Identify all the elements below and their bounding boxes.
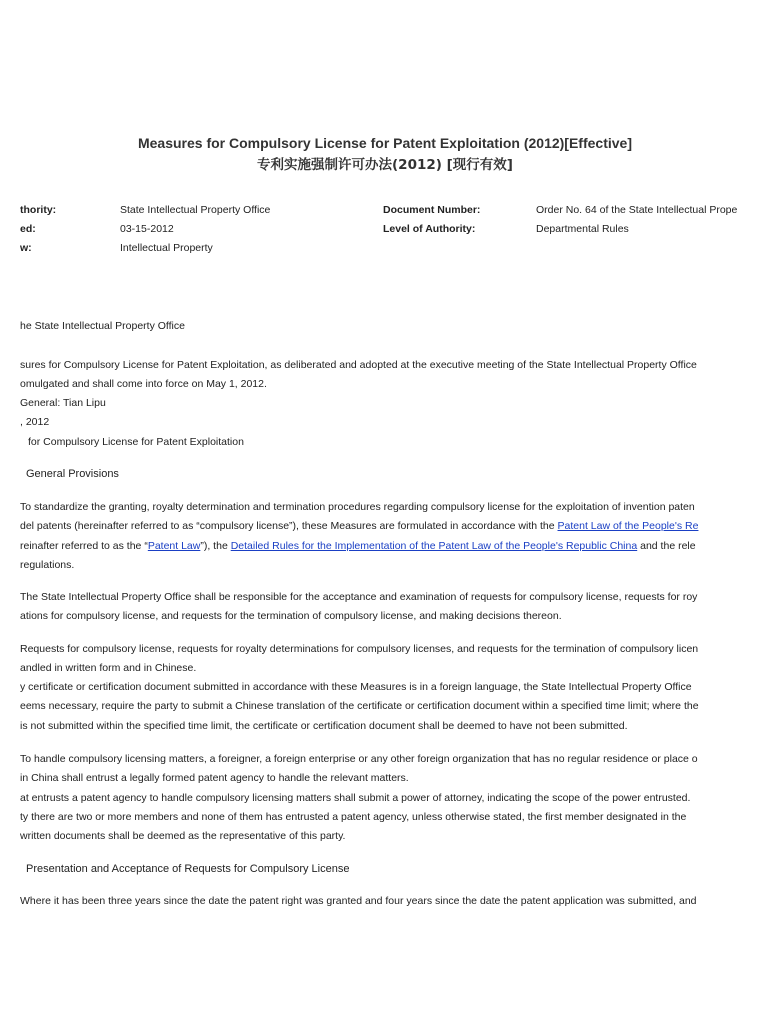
article-3-line-1: Requests for compulsory license, requests for royalty determinations for compulsory licenses, and requests for the termination of compulsory licen xyxy=(20,643,699,655)
measures-name-line: for Compulsory License for Patent Exploitation xyxy=(28,436,244,448)
meta-level-value: Departmental Rules xyxy=(536,223,629,235)
meta-level-label: Level of Authority: xyxy=(383,223,476,235)
meta-issuing-authority-label: thority: xyxy=(20,204,57,216)
patent-law-link[interactable]: Patent Law of the People's Re xyxy=(557,520,699,532)
article-4-line-1: To handle compulsory licensing matters, a foreigner, a foreign enterprise or any other foreign organization that has no regular residence or place o xyxy=(20,753,698,765)
article-4-line-5: written documents shall be deemed as the representative of this party. xyxy=(20,830,346,842)
article-2-line-1: The State Intellectual Property Office shall be responsible for the acceptance and examination of requests for compulsory license, requests for roy xyxy=(20,591,698,603)
article-2-line-2: ations for compulsory license, and requests for the termination of compulsory license, and making decisions thereon. xyxy=(20,610,562,622)
document-title-english: Measures for Compulsory License for Patent Exploitation (2012)[Effective] xyxy=(137,135,632,151)
article-1-line-3-text-b: ”), the xyxy=(200,540,231,552)
article-1-line-3-text-a: reinafter referred to as the “ xyxy=(20,540,148,552)
article-4-line-4: ty there are two or more members and none of them has entrusted a patent agency, unless otherwise stated, the first member designated in the xyxy=(20,811,687,823)
article-1-line-1: To standardize the granting, royalty determination and termination procedures regarding compulsory license for the exploitation of invention paten xyxy=(20,501,695,513)
article-1-line-3-text-c: and the rele xyxy=(637,540,696,552)
meta-document-number-label: Document Number: xyxy=(383,204,481,216)
chapter-1-heading: General Provisions xyxy=(26,468,119,480)
preamble-line-1: sures for Compulsory License for Patent Exploitation, as deliberated and adopted at the executive meeting of the State Intellectual Property Office xyxy=(20,359,697,371)
article-3-line-2: andled in written form and in Chinese. xyxy=(20,662,197,674)
promulgating-body-line: he State Intellectual Property Office xyxy=(20,320,185,332)
preamble-line-2: omulgated and shall come into force on May 1, 2012. xyxy=(20,378,267,390)
article-4-line-2: in China shall entrust a legally formed patent agency to handle the relevant matters. xyxy=(20,772,409,784)
article-1-line-2-text: del patents (hereinafter referred to as “compulsory license”), these Measures are formulated in accordance with the xyxy=(20,520,558,532)
patent-law-short-link[interactable]: Patent Law xyxy=(147,540,201,552)
article-4-line-3: at entrusts a patent agency to handle compulsory licensing matters shall submit a power of attorney, indicating the scope of the power entrusted. xyxy=(20,792,691,804)
meta-date-value: 03-15-2012 xyxy=(120,223,174,235)
meta-area-label: w: xyxy=(20,242,32,254)
chapter-2-heading: Presentation and Acceptance of Requests for Compulsory License xyxy=(26,863,350,875)
article-1-line-2 xyxy=(20,520,770,532)
date-line: , 2012 xyxy=(20,416,50,428)
article-3-line-4: eems necessary, require the party to submit a Chinese translation of the certificate or certification document within a specified time limit; where the xyxy=(20,700,699,712)
article-3-line-5: is not submitted within the specified time limit, the certificate or certification document shall be deemed to have not been submitted. xyxy=(20,720,628,732)
article-1-line-3 xyxy=(20,540,770,552)
meta-area-value: Intellectual Property xyxy=(120,242,213,254)
meta-issuing-authority-value: State Intellectual Property Office xyxy=(120,204,271,216)
detailed-rules-link[interactable]: Detailed Rules for the Implementation of the Patent Law of the People's Republic China xyxy=(230,540,638,552)
signatory-line: General: Tian Lipu xyxy=(20,397,106,409)
document-title-chinese: 专利实施强制许可办法(2012) [现行有效] xyxy=(257,157,513,173)
article-1-line-4: regulations. xyxy=(20,559,75,571)
meta-date-label: ed: xyxy=(20,223,36,235)
meta-document-number-value: Order No. 64 of the State Intellectual Prope xyxy=(536,204,738,216)
article-5-line-1: Where it has been three years since the date the patent right was granted and four years since the date the patent application was submitted, and xyxy=(20,895,697,907)
article-3-line-3: y certificate or certification document submitted in accordance with these Measures is in a foreign language, the State Intellectual Property Office xyxy=(20,681,692,693)
